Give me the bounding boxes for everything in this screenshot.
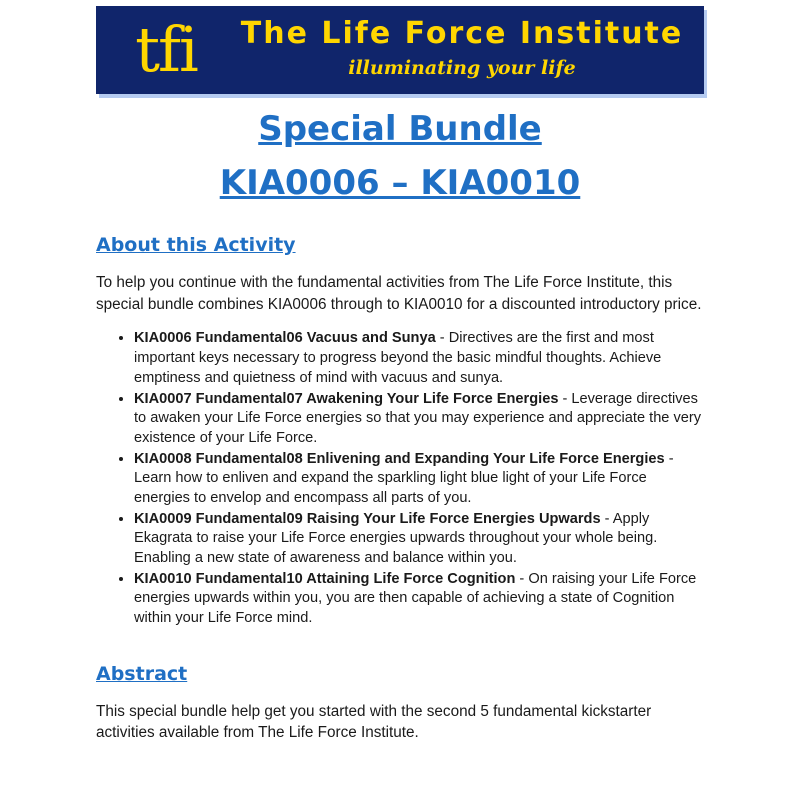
page-title-line1: Special Bundle xyxy=(258,109,542,149)
page-title xyxy=(96,109,704,203)
list-item-description: - Learn how to enliven and expand the sparkling light blue light of your Life Force energies to envelop and encompass all parts of you. xyxy=(134,450,674,506)
banner-text-block xyxy=(226,6,698,94)
page-title-line2: KIA0006 – KIA0010 xyxy=(219,163,581,203)
list-item-title: KIA0008 Fundamental08 Enlivening and Expanding Your Life Force Energies xyxy=(134,450,665,467)
list-item-title: KIA0009 Fundamental09 Raising Your Life Force Energies Upwards xyxy=(134,510,601,527)
list-item xyxy=(134,510,704,569)
list-item xyxy=(134,570,704,629)
document-body xyxy=(96,109,704,744)
header-banner xyxy=(96,6,704,94)
list-item xyxy=(134,450,704,509)
section-heading-abstract: Abstract xyxy=(96,662,188,685)
bundle-activity-list xyxy=(96,329,704,628)
about-paragraph: To help you continue with the fundamental activities from The Life Force Institute, this special bundle combines KIA0006 through to KIA0010 for a discounted introductory price. xyxy=(96,274,702,313)
abstract-paragraph: This special bundle help get you started with the second 5 fundamental kickstarter activities available from The Life Force Institute. xyxy=(96,702,652,742)
tfi-logo: tfi xyxy=(135,13,197,86)
organization-title: The Life Force Institute xyxy=(240,16,684,51)
list-item-description: - Apply Ekagrata to raise your Life Force energies upwards throughout your whole being. Enabling a new state of awareness and balance within you. xyxy=(134,510,658,566)
list-item-description: - On raising your Life Force energies upwards within you, you are then capable of achieving a state of Cognition within your Life Force mind. xyxy=(134,570,697,627)
organization-tagline: illuminating your life xyxy=(348,57,576,79)
section-heading-about: About this Activity xyxy=(96,234,296,256)
list-item-description: - Directives are the first and most important keys necessary to progress beyond the basic mindful thoughts. Achieve emptiness and quietness of mind with vacuus and sunya. xyxy=(134,330,662,386)
list-item-description: - Leverage directives to awaken your Life Force energies so that you may experience and appreciate the very existence of your Life Force. xyxy=(134,390,702,446)
list-item xyxy=(134,390,704,449)
list-item-title: KIA0006 Fundamental06 Vacuus and Sunya xyxy=(134,330,436,347)
list-item-title: KIA0010 Fundamental10 Attaining Life Force Cognition xyxy=(134,570,516,587)
list-item xyxy=(134,329,704,388)
list-item-title: KIA0007 Fundamental07 Awakening Your Life Force Energies xyxy=(134,390,559,407)
